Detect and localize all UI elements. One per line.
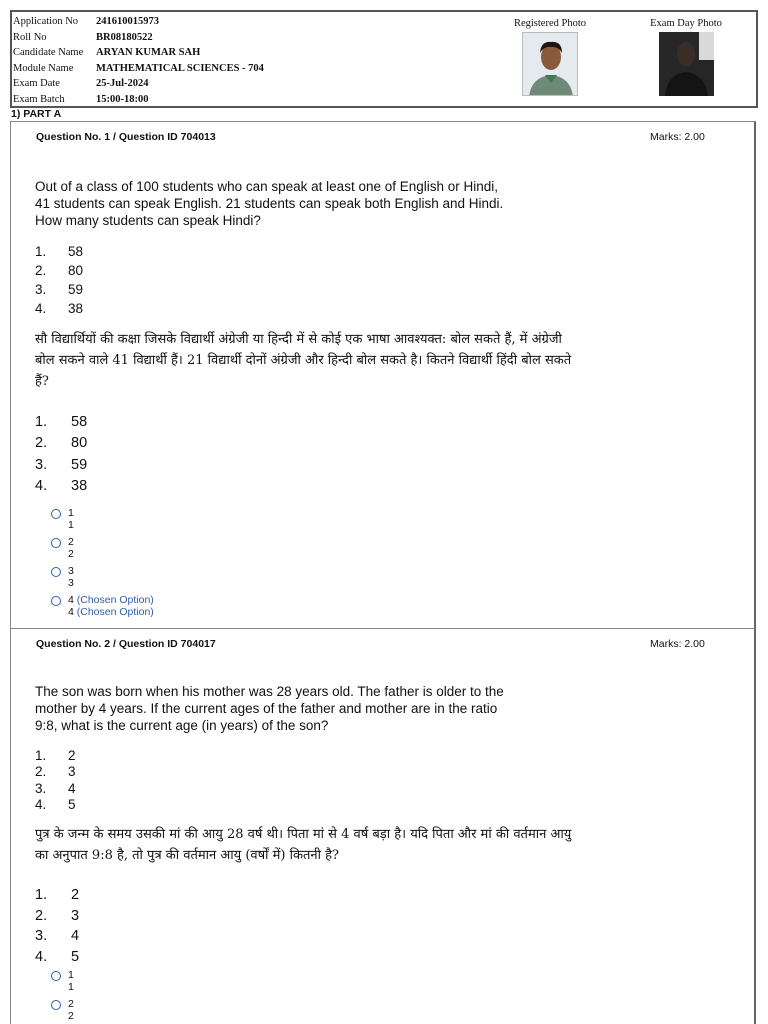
option-row: 2. 3 <box>35 907 80 924</box>
question-2-box <box>10 628 756 1024</box>
detail-row: Candidate Name ARYAN KUMAR SAH <box>13 45 264 61</box>
radio-button[interactable] <box>51 971 61 981</box>
question-header: Question No. 1 / Question ID 704013 <box>36 131 216 143</box>
radio-button[interactable] <box>51 567 61 577</box>
question-text-hindi: सौ विद्यार्थियों की कक्षा जिसके विद्यार्थी अंग्रेजी या हिन्दी में से कोई एक भाषा आवश्यक्त: बोल सकते हैं, में अंग्रेजी बोल सकने वाले 41 विद्यार्थी हैं। 21 विद्यार्थी दोनों अंग्रेजी और हिन्दी बोल सकते है। कितने विद्यार्थी हिंदी बोल सकते हैं? <box>35 332 572 389</box>
radio-button[interactable] <box>51 1000 61 1010</box>
choice-option-2[interactable]: 2 2 <box>51 536 154 565</box>
option-row: 4. 5 <box>35 948 80 965</box>
registered-photo <box>522 32 578 96</box>
exam-day-photo-label: Exam Day Photo <box>650 18 722 29</box>
choice-option-1[interactable]: 1 1 <box>51 969 74 998</box>
option-row: 1. 2 <box>35 747 76 763</box>
exam-batch: 15:00-18:00 <box>96 93 149 105</box>
candidate-name: ARYAN KUMAR SAH <box>96 47 201 59</box>
option-row: 1. 58 <box>35 413 88 430</box>
choice-option-2[interactable]: 2 2 <box>51 998 74 1024</box>
question-marks: Marks: 2.00 <box>650 638 705 650</box>
options-hindi <box>35 885 79 967</box>
options-english <box>35 747 76 813</box>
option-row: 2. 80 <box>35 435 88 452</box>
part-label: 1) PART A <box>11 108 62 120</box>
question-text-hindi: पुत्र के जन्म के समय उसकी मां की आयु 28 वर्ष थी। पिता मां से 4 वर्ष बड़ा है। यदि पिता और मां की वर्तमान आयु का अनुपात 9:8 है, तो पुत्र की वर्तमान आयु (वर्षों में) कितनी है? <box>35 827 572 863</box>
detail-row: Application No 241610015973 <box>13 14 264 30</box>
option-row: 4. 5 <box>35 797 76 813</box>
candidate-header <box>10 10 758 108</box>
exam-day-photo <box>659 32 714 96</box>
question-text-english: The son was born when his mother was 28 years old. The father is older to the mother by 4 years. If the current ages of the father and mother are in the ratio 9:8, what is the current age (in years) of the son? <box>35 684 504 733</box>
detail-row: Roll No BR08180522 <box>13 30 264 46</box>
answer-choices <box>51 507 154 623</box>
options-hindi <box>35 411 87 497</box>
option-row: 2. 80 <box>35 263 84 278</box>
choice-option-1[interactable]: 1 1 <box>51 507 154 536</box>
question-text-english: Out of a class of 100 students who can speak at least one of English or Hindi, 41 students can speak English. 21 students can speak both English and Hindi. How many students can speak Hindi? <box>35 179 504 228</box>
chosen-option-label: (Chosen Option) <box>76 594 154 606</box>
registered-photo-label: Registered Photo <box>513 18 587 29</box>
option-row: 1. 58 <box>35 244 84 259</box>
option-row: 4. 38 <box>35 301 84 316</box>
radio-button[interactable] <box>51 509 61 519</box>
option-row: 3. 59 <box>35 282 84 297</box>
radio-button[interactable] <box>51 596 61 606</box>
candidate-details <box>13 14 264 108</box>
question-header: Question No. 2 / Question ID 704017 <box>36 638 216 650</box>
roll-no: BR08180522 <box>96 31 153 43</box>
option-row: 1. 2 <box>35 887 80 904</box>
exam-date: 25-Jul-2024 <box>96 78 149 90</box>
option-row: 4. 38 <box>35 478 88 495</box>
detail-row: Exam Batch 15:00-18:00 <box>13 92 264 108</box>
chosen-option-label: (Chosen Option) <box>76 606 154 618</box>
application-no: 241610015973 <box>96 16 159 27</box>
radio-button[interactable] <box>51 538 61 548</box>
detail-row: Exam Date 25-Jul-2024 <box>13 76 264 92</box>
question-1-box <box>10 121 756 629</box>
option-row: 2. 3 <box>35 764 76 780</box>
option-row: 3. 4 <box>35 928 80 945</box>
choice-option-4[interactable]: 4 (Chosen Option) 4 (Chosen Option) <box>51 594 154 623</box>
module-name: MATHEMATICAL SCIENCES - 704 <box>96 62 264 74</box>
question-marks: Marks: 2.00 <box>650 131 705 143</box>
options-english <box>35 242 83 318</box>
registered-photo-block <box>510 18 590 96</box>
option-row: 3. 59 <box>35 456 88 473</box>
answer-choices <box>51 969 74 1024</box>
exam-day-photo-block <box>648 18 724 96</box>
option-row: 3. 4 <box>35 780 76 796</box>
choice-option-3[interactable]: 3 3 <box>51 565 154 594</box>
detail-row: Module Name MATHEMATICAL SCIENCES - 704 <box>13 61 264 77</box>
